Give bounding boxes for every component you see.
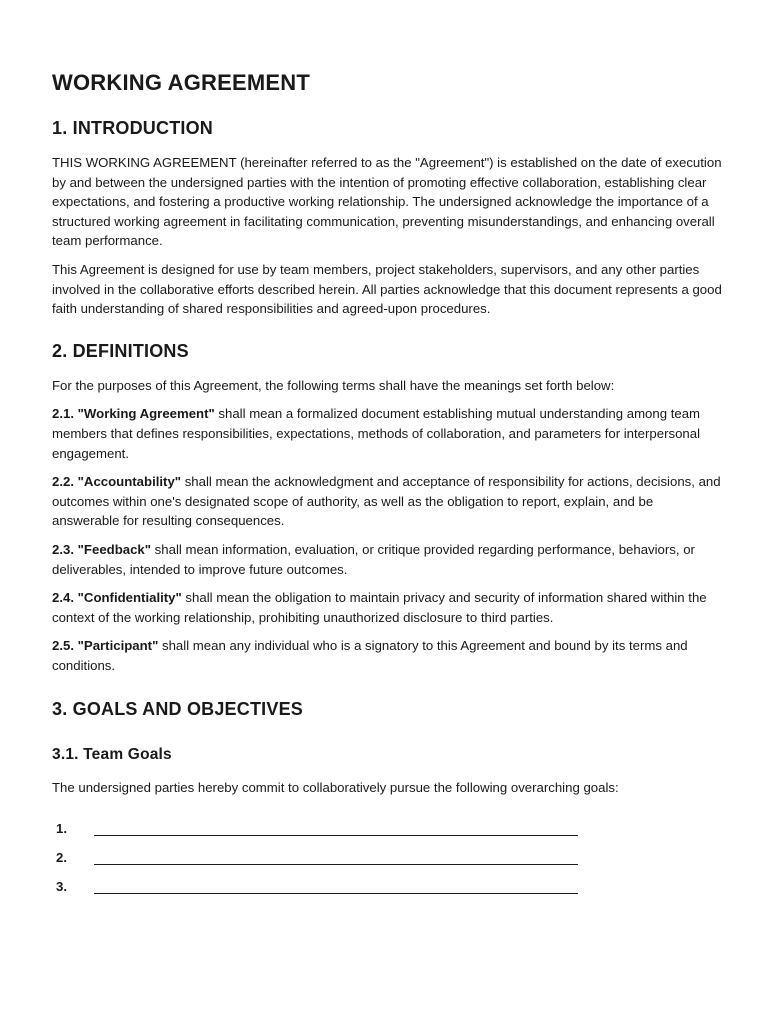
definition-term: "Accountability" [77,474,182,490]
goal-item [52,807,722,836]
goal-item [52,865,722,894]
subsection-team-goals [52,746,722,894]
definition-term: "Participant" [77,638,159,654]
definition-number: 2.2. [52,474,74,490]
definition-item [52,588,722,627]
definition-term: "Confidentiality" [77,590,182,606]
definition-text: shall mean a formalized document establishing mutual understanding among team members that defines responsibilities, expectations, methods of collaboration, and parameters for interpersonal engagement. [52,406,701,461]
team-goals-heading: 3.1. Team Goals [52,746,172,764]
definition-item [52,540,722,579]
definition-number: 2.3. [52,541,74,557]
definition-number: 2.1. [52,406,74,422]
goals-heading: 3. GOALS AND OBJECTIVES [52,699,303,720]
definitions-heading: 2. DEFINITIONS [52,340,189,361]
goal-blank-line[interactable] [94,879,578,894]
goals-list [52,807,722,894]
definition-item [52,636,722,675]
definition-number: 2.5. [52,638,74,654]
document-title: WORKING AGREEMENT [52,70,311,95]
goal-blank-line[interactable] [94,821,578,836]
section-goals [52,699,722,894]
goal-blank-line[interactable] [94,850,578,865]
definition-text: shall mean the acknowledgment and acceptance of responsibility for actions, decisions, and outcomes within one's designated scope of authority, as well as the obligation to report, explain, and be answerable for resulting consequences. [52,474,721,529]
team-goals-intro: The undersigned parties hereby commit to collaboratively pursue the following overarching goals: [52,780,619,796]
definitions-intro: For the purposes of this Agreement, the following terms shall have the meanings set forth below: [52,377,615,393]
goal-number: 1. [56,821,67,837]
section-introduction [52,118,722,319]
goal-number: 3. [56,879,67,895]
introduction-heading: 1. INTRODUCTION [52,118,214,138]
definition-term: "Working Agreement" [77,406,215,422]
section-definitions [52,341,722,676]
definition-item [52,472,722,531]
definition-term: "Feedback" [77,541,152,557]
goal-item [52,836,722,865]
introduction-paragraph: THIS WORKING AGREEMENT (hereinafter referred to as the "Agreement") is established on the date of execution by and between the undersigned parties with the intention of promoting effective collaboration, establishing clear expectations, and fostering a productive working relationship. The undersigned acknowledge the importance of a structured working agreement in facilitating communication, preventing misunderstandings, and enhancing overall team performance. [52,155,722,249]
goal-number: 2. [56,850,67,866]
definition-item [52,404,722,463]
definition-text: shall mean any individual who is a signatory to this Agreement and bound by its terms and conditions. [52,638,688,673]
document-page [52,70,722,918]
definition-text: shall mean the obligation to maintain privacy and security of information shared within the context of the working relationship, prohibiting unauthorized disclosure to third parties. [52,590,707,625]
introduction-paragraph: This Agreement is designed for use by team members, project stakeholders, supervisors, and any other parties involved in the collaborative efforts described herein. All parties acknowledge that this document represents a good faith understanding of shared responsibilities and agreed-upon procedures. [52,261,722,317]
definition-text: shall mean information, evaluation, or critique provided regarding performance, behaviors, or deliverables, intended to improve future outcomes. [52,541,695,577]
definition-number: 2.4. [52,590,74,606]
